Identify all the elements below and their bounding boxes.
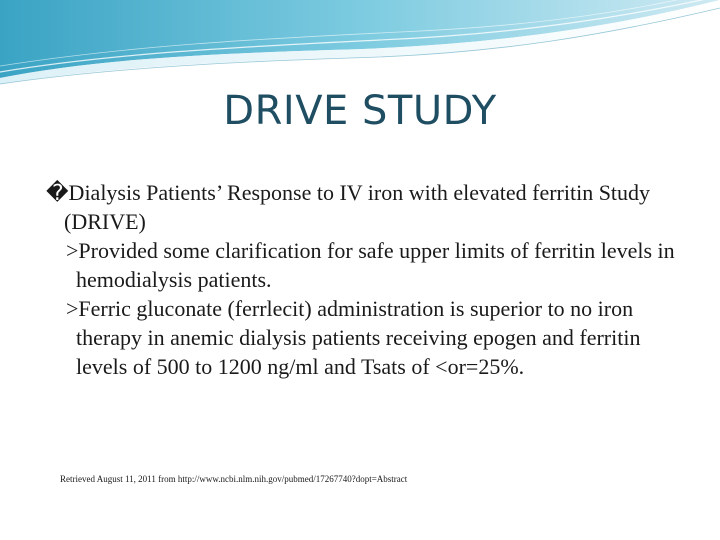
decorative-wave-header [0,0,720,90]
sub-item-ferric-gluconate: >Ferric gluconate (ferrlecit) administration is superior to no iron therapy in anemic dialysis patients receiving epogen and ferritin levels of 500 to 1200 ng/ml and Tsats of <or=25%. [66,296,641,379]
slide-title: DRIVE STUDY [223,88,497,134]
slide-content [46,178,686,381]
citation-text: Retrieved August 11, 2011 from http://www.ncbi.nlm.nih.gov/pubmed/17267740?dopt=Abstract [60,474,408,484]
main-bullet-text: �Dialysis Patients’ Response to IV iron with elevated ferritin Study (DRIVE) [46,180,651,234]
sub-item-ferritin-limits: >Provided some clarification for safe upper limits of ferritin levels in hemodialysis patients. [66,238,675,292]
main-bullet [46,178,686,236]
